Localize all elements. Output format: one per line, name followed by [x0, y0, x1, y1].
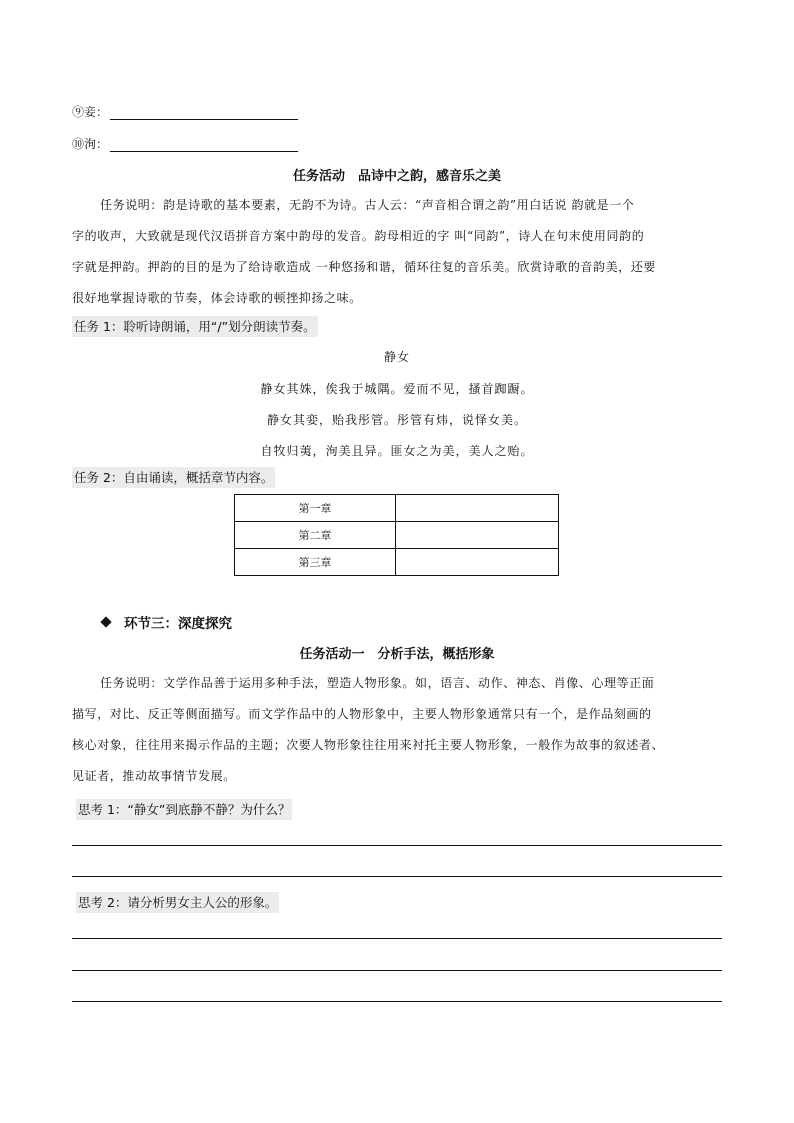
section-title	[102, 612, 232, 632]
poem-line: 自牧归荑，洵美且异。匪女之为美，美人之贻。	[260, 444, 534, 458]
table-row	[235, 522, 559, 549]
fill-blank-10	[72, 136, 298, 152]
description-line: 描写，对比、反正等侧面描写。而文学作品中的人物形象中，主要人物形象通常只有一个，是作品刻画的	[72, 707, 652, 721]
fill-blank-label: ⑩洵：	[72, 137, 109, 151]
description-line: 很好地掌握诗歌的节奏，体会诗歌的顿挫抑扬之味。	[72, 291, 362, 305]
chapter-summary-cell[interactable]	[396, 522, 559, 549]
activity-description	[72, 668, 724, 792]
section-title-text: 环节三：深度探究	[124, 616, 232, 632]
description-line: 任务说明：文学作品善于运用多种手法，塑造人物形象。如，语言、动作、神态、肖像、心理等正面	[100, 676, 655, 690]
answer-line[interactable]	[72, 970, 722, 971]
chapter-summary-cell[interactable]	[396, 495, 559, 522]
poem-line: 静女其姝，俟我于城隅。爱而不见，搔首踟蹰。	[260, 382, 534, 396]
activity-heading: 任务活动一 分析手法，概括形象	[299, 647, 495, 662]
answer-line[interactable]	[72, 845, 722, 846]
activity-description	[72, 190, 724, 314]
description-line: 见证者，推动故事情节发展。	[72, 769, 236, 783]
question-2: 思考 2：请分析男女主人公的形象。	[76, 892, 279, 913]
fill-blank-9	[72, 104, 298, 120]
description-line: 核心对象，往往用来揭示作品的主题；次要人物形象往往用来衬托主要人物形象，一般作为故事的叙述者、	[72, 738, 665, 752]
chapter-label: 第三章	[235, 549, 396, 576]
answer-line[interactable]	[72, 876, 722, 877]
diamond-bullet-icon	[100, 616, 111, 627]
table-row	[235, 549, 559, 576]
description-line: 字的收声，大致就是现代汉语拼音方案中韵母的发音。韵母相近的字 叫“同韵”，诗人在句末使用同韵的	[72, 229, 645, 243]
blank-line[interactable]	[110, 139, 298, 152]
poem-title: 静女	[383, 350, 410, 364]
blank-line[interactable]	[110, 107, 298, 120]
question-1: 思考 1：“静女”到底静不静？为什么？	[76, 799, 292, 820]
poem-line: 静女其娈，贻我彤管。彤管有炜，说怿女美。	[266, 413, 527, 427]
chapter-label: 第一章	[235, 495, 396, 522]
chapter-label: 第二章	[235, 522, 396, 549]
answer-line[interactable]	[72, 1001, 722, 1002]
task-2-instruction: 任务 2：自由诵读，概括章节内容。	[72, 467, 275, 488]
activity-heading: 任务活动 品诗中之韵，感音乐之美	[292, 169, 501, 184]
table-row	[235, 495, 559, 522]
task-1-instruction: 任务 1：聆听诗朗诵，用“/”划分朗读节奏。	[72, 316, 318, 337]
chapter-summary-cell[interactable]	[396, 549, 559, 576]
description-line: 字就是押韵。押韵的目的是为了给诗歌造成 一种悠扬和谐，循环往复的音乐美。欣赏诗歌的音韵美，还要	[72, 260, 657, 274]
chapter-summary-table	[234, 494, 559, 576]
fill-blank-label: ⑨妾：	[72, 105, 109, 119]
answer-line[interactable]	[72, 938, 722, 939]
description-line: 任务说明：韵是诗歌的基本要素，无韵不为诗。古人云：“声音相合谓之韵”用白话说 韵就是一个	[100, 198, 635, 212]
